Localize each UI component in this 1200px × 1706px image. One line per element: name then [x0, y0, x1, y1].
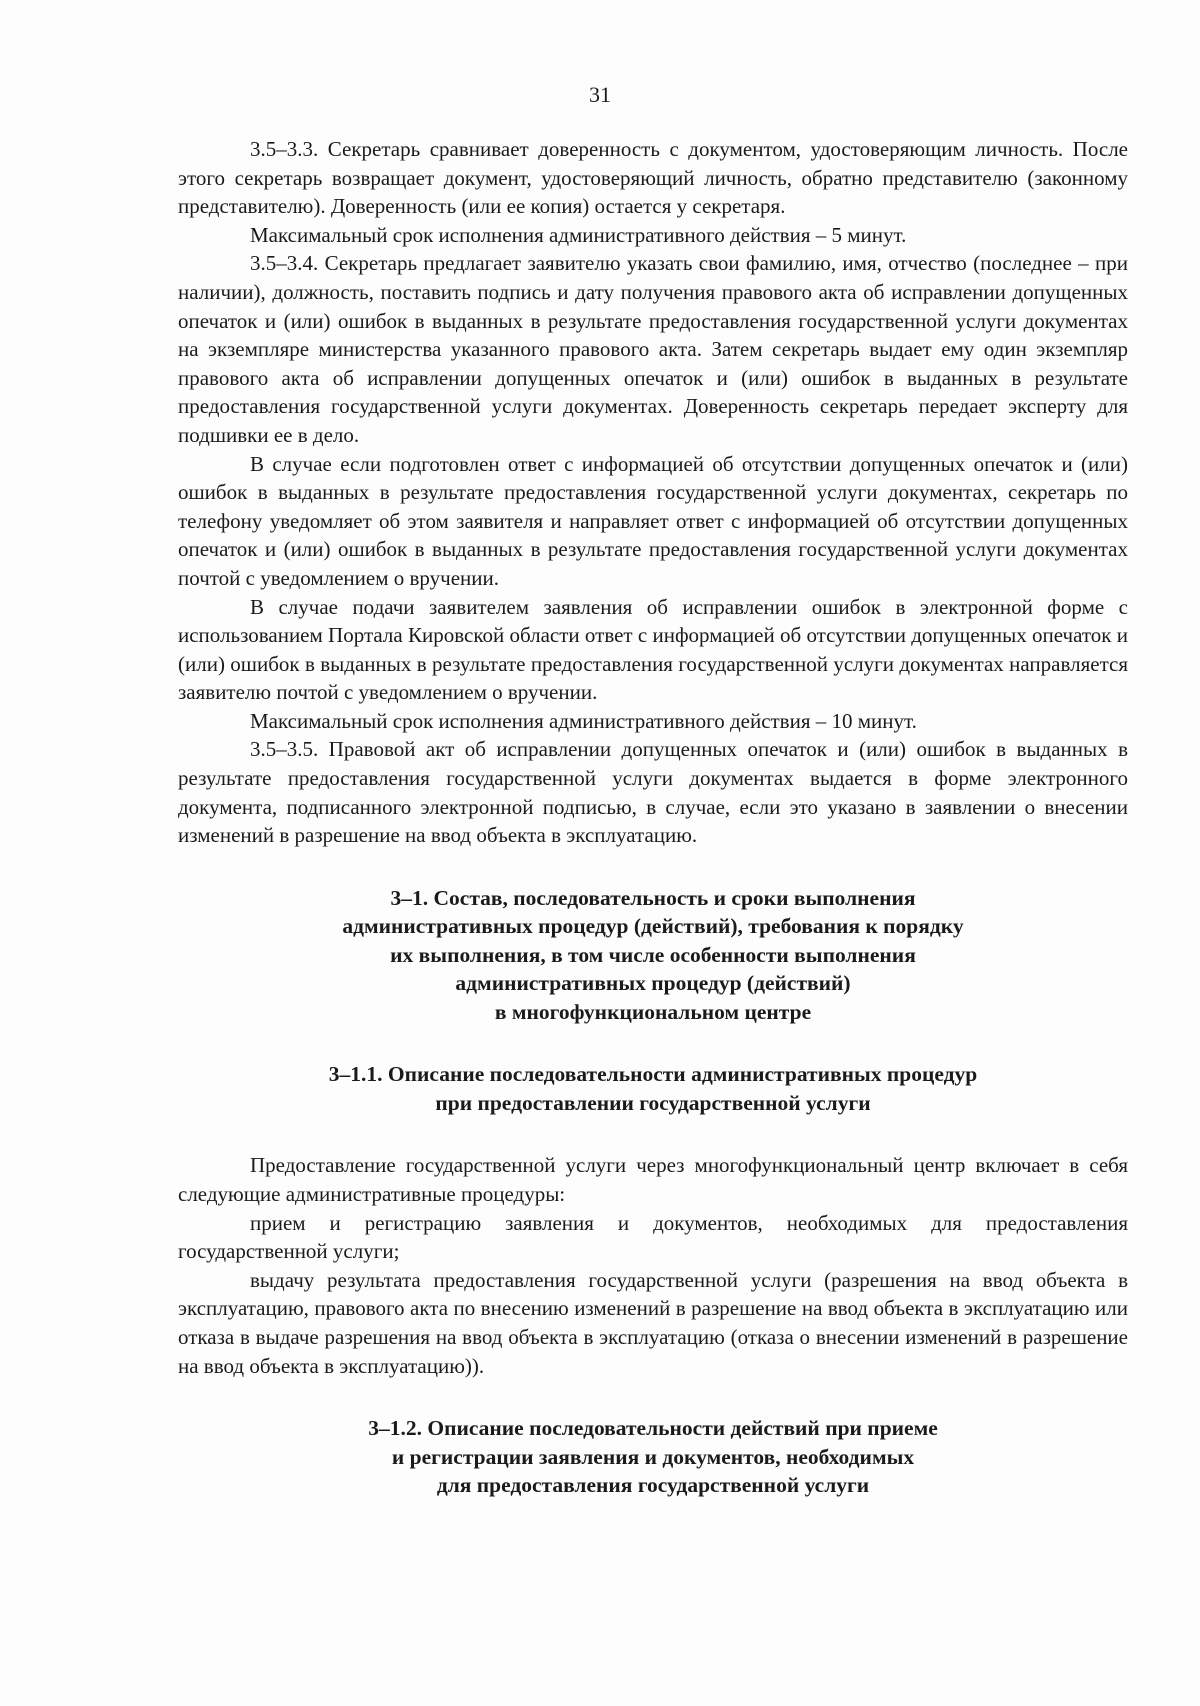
heading-line: их выполнения, в том числе особенности выполнения [390, 942, 916, 967]
heading-line: административных процедур (действий), требования к порядку [342, 914, 964, 939]
heading-line: 3–1. Состав, последовательность и сроки выполнения [390, 885, 916, 910]
heading-line: 3–1.1. Описание последовательности административных процедур [328, 1062, 978, 1087]
subsection-heading [178, 1414, 1128, 1500]
paragraph: прием и регистрацию заявления и документов, необходимых для предоставления государственной услуги; [178, 1210, 1128, 1264]
paragraph: 3.5–3.3. Секретарь сравнивает доверенность с документом, удостоверяющим личность. После этого секретарь возвращает документ, удостоверяющий личность, обратно представителю (законному представителю). Доверенность (или ее копия) остается у секретаря. [178, 137, 1128, 219]
paragraph: Предоставление государственной услуги через многофункциональный центр включает в себя следующие административные процедуры: [178, 1153, 1128, 1206]
subsection-heading [178, 1060, 1128, 1117]
section-heading [178, 884, 1128, 1027]
paragraph: Максимальный срок исполнения административного действия – 10 минут. [250, 708, 917, 733]
heading-line: для предоставления государственной услуги [436, 1473, 870, 1498]
paragraph: 3.5–3.5. Правовой акт об исправлении допущенных опечаток и (или) ошибок в выданных в результате предоставления государственной услуги документах выдается в форме электронного документа, подписанного электронной подписью, в случае, если это указано в заявлении о внесении изменений в разрешение на ввод объекта в эксплуатацию. [178, 737, 1128, 848]
paragraph: 3.5–3.4. Секретарь предлагает заявителю указать свои фамилию, имя, отчество (последнее – при наличии), должность, поставить подпись и дату получения правового акта об исправлении допущенных опечаток и (или) ошибок в выданных в результате предоставления государственной услуги документах на экземпляре министерства указанного правового акта. Затем секретарь выдает ему один экземпляр правового акта об исправлении допущенных опечаток и (или) ошибок в выданных в результате предоставления государственной услуги документах. Доверенность секретарь передает эксперту для подшивки ее в дело. [178, 251, 1128, 447]
paragraph: выдачу результата предоставления государственной услуги (разрешения на ввод объекта в эксплуатацию, правового акта по внесению изменений в разрешение на ввод объекта в эксплуатацию или отказа в выдаче разрешения на ввод объекта в эксплуатацию (отказа о внесении изменений в разрешение на ввод объекта в эксплуатацию)). [178, 1267, 1128, 1378]
heading-line: административных процедур (действий) [455, 971, 851, 996]
heading-line: при предоставлении государственной услуги [435, 1090, 871, 1115]
heading-line: 3–1.2. Описание последовательности действий при приеме [368, 1416, 938, 1441]
heading-line: и регистрации заявления и документов, необходимых [391, 1444, 915, 1469]
paragraph: Максимальный срок исполнения административного действия – 5 минут. [250, 222, 907, 247]
paragraph: В случае подачи заявителем заявления об исправлении ошибок в электронной форме с использованием Портала Кировской области ответ с информацией об отсутствии допущенных опечаток и (или) ошибок в выданных в результате предоставления государственной услуги документах направляется заявителю почтой с уведомлением о вручении. [178, 594, 1128, 705]
heading-line: в многофункциональном центре [494, 999, 812, 1024]
page-number: 31 [589, 82, 611, 107]
document-body [178, 135, 1128, 1500]
paragraph: В случае если подготовлен ответ с информацией об отсутствии допущенных опечаток и (или) ошибок в выданных в результате предоставления государственной услуги документах, секретарь по телефону уведомляет об этом заявителя и направляет ответ с информацией об отсутствии допущенных опечаток и (или) ошибок в выданных в результате предоставления государственной услуги документах почтой с уведомлением о вручении. [178, 451, 1128, 590]
